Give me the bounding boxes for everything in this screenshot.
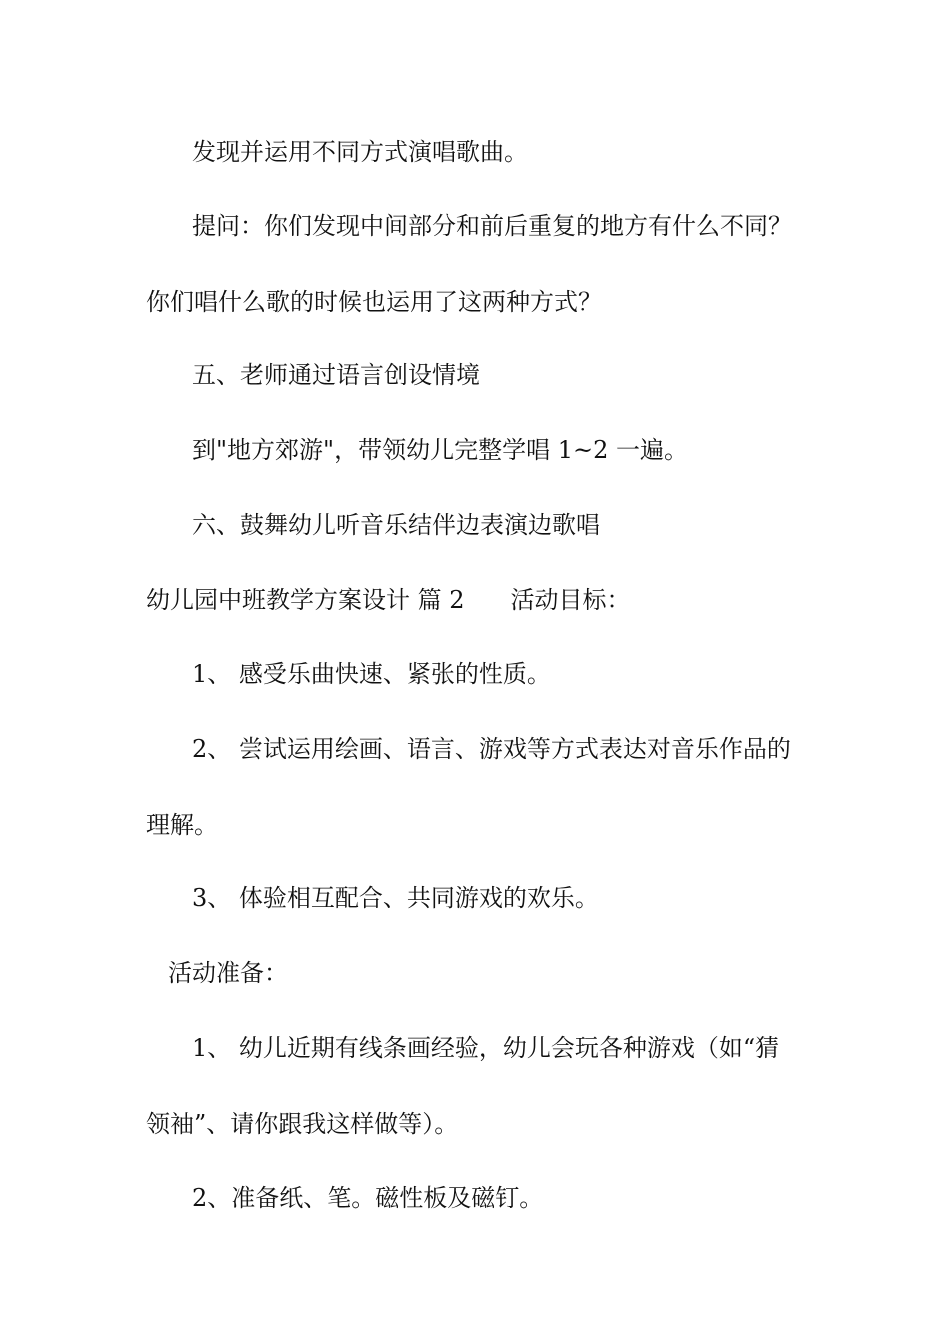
activity-goals-heading: 活动目标： (510, 586, 631, 614)
preparation-item-1: 1、 幼儿近期有线条画经验，幼儿会玩各种游戏（如“猜 (192, 1034, 780, 1062)
paragraph-2: 提问：你们发现中间部分和前后重复的地方有什么不同？ (192, 212, 792, 240)
activity-preparation-heading: 活动准备： (168, 959, 288, 987)
paragraph-1: 发现并运用不同方式演唱歌曲。 (192, 138, 528, 166)
goal-item-2: 2、 尝试运用绘画、语言、游戏等方式表达对音乐作品的 (192, 735, 791, 763)
preparation-item-1-continuation: 领袖”、请你跟我这样做等）。 (146, 1110, 459, 1138)
paragraph-2-continuation: 你们唱什么歌的时候也运用了这两种方式？ (146, 288, 602, 316)
goal-item-3: 3、 体验相互配合、共同游戏的欢乐。 (192, 884, 599, 912)
section-two-title-line (0, 580, 950, 620)
section-five-heading: 五、老师通过语言创设情境 (192, 361, 480, 389)
document-title: 幼儿园中班教学方案设计 篇 2 (146, 586, 465, 614)
goal-item-1: 1、 感受乐曲快速、紧张的性质。 (192, 660, 551, 688)
goal-item-2-continuation: 理解。 (146, 811, 218, 839)
paragraph-3: 到"地方郊游"，带领幼儿完整学唱 1~2 一遍。 (192, 436, 688, 464)
section-six-heading: 六、鼓舞幼儿听音乐结伴边表演边歌唱 (192, 511, 600, 539)
preparation-item-2: 2、准备纸、笔。磁性板及磁钉。 (192, 1184, 544, 1212)
